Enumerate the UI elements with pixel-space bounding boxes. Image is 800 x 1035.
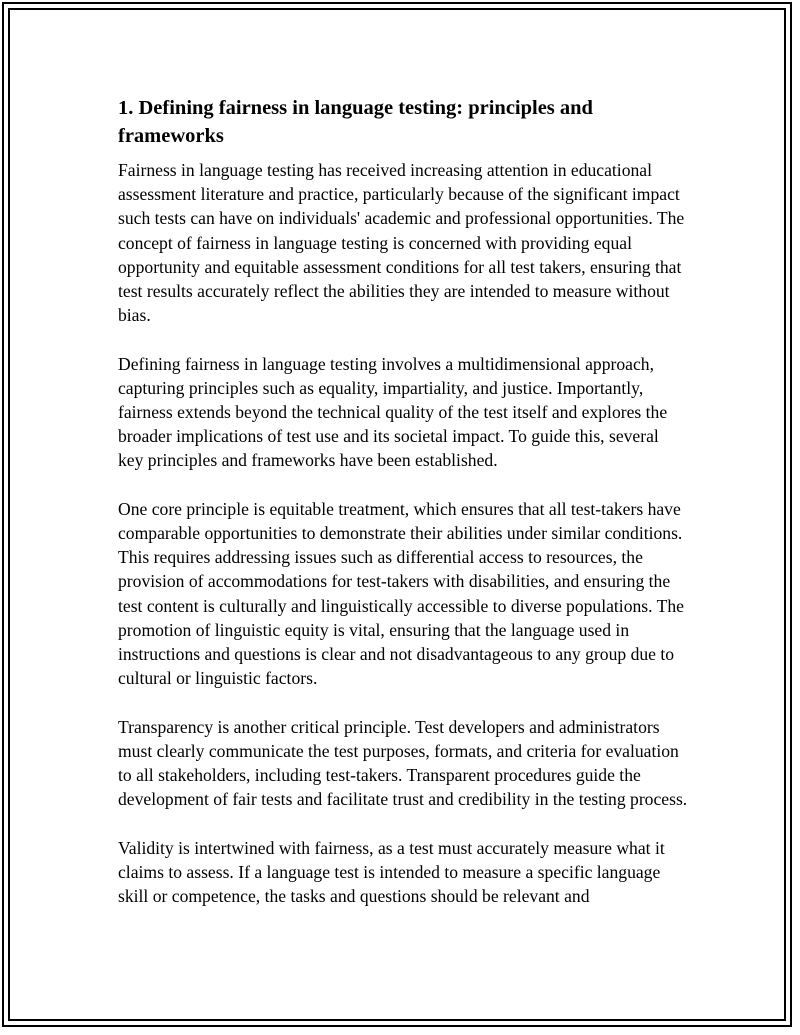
- section-title: 1. Defining fairness in language testing: principles and frameworks: [118, 97, 593, 147]
- paragraph-2: Defining fairness in language testing involves a multidimensional approach, capturing principles such as equality, impartiality, and justice. Importantly, fairness extends beyond the technical quality of the test itself and explores the broader implications of test use and its societal impact. To guide this, several key principles and frameworks have been established.: [118, 353, 668, 471]
- paragraph-5: Validity is intertwined with fairness, as a test must accurately measure what it claims to assess. If a language test is intended to measure a specific language skill or competence, the tasks and questions should be relevant and: [118, 837, 665, 907]
- paragraph-3: One core principle is equitable treatment, which ensures that all test-takers have comparable opportunities to demonstrate their abilities under similar conditions. This requires addressing issues such as differential access to resources, the provision of accommodations for test-takers with disabilities, and ensuring the test content is culturally and linguistically accessible to diverse populations. The promotion of linguistic equity is vital, ensuring that the language used in instructions and questions is clear and not disadvantageous to any group due to cultural or linguistic factors.: [118, 498, 684, 689]
- paragraph-1: Fairness in language testing has received increasing attention in educational assessment literature and practice, particularly because of the significant impact such tests can have on individuals' academic and professional opportunities. The concept of fairness in language testing is concerned with providing equal opportunity and equitable assessment conditions for all test takers, ensuring that test results accurately reflect the abilities they are intended to measure without bias.: [118, 160, 685, 326]
- paragraph-4: Transparency is another critical principle. Test developers and administrators must clearly communicate the test purposes, formats, and criteria for evaluation to all stakeholders, including test-takers. Transparent procedures guide the development of fair tests and facilitate trust and credibility in the testing process.: [118, 716, 688, 810]
- document-body: [118, 94, 688, 932]
